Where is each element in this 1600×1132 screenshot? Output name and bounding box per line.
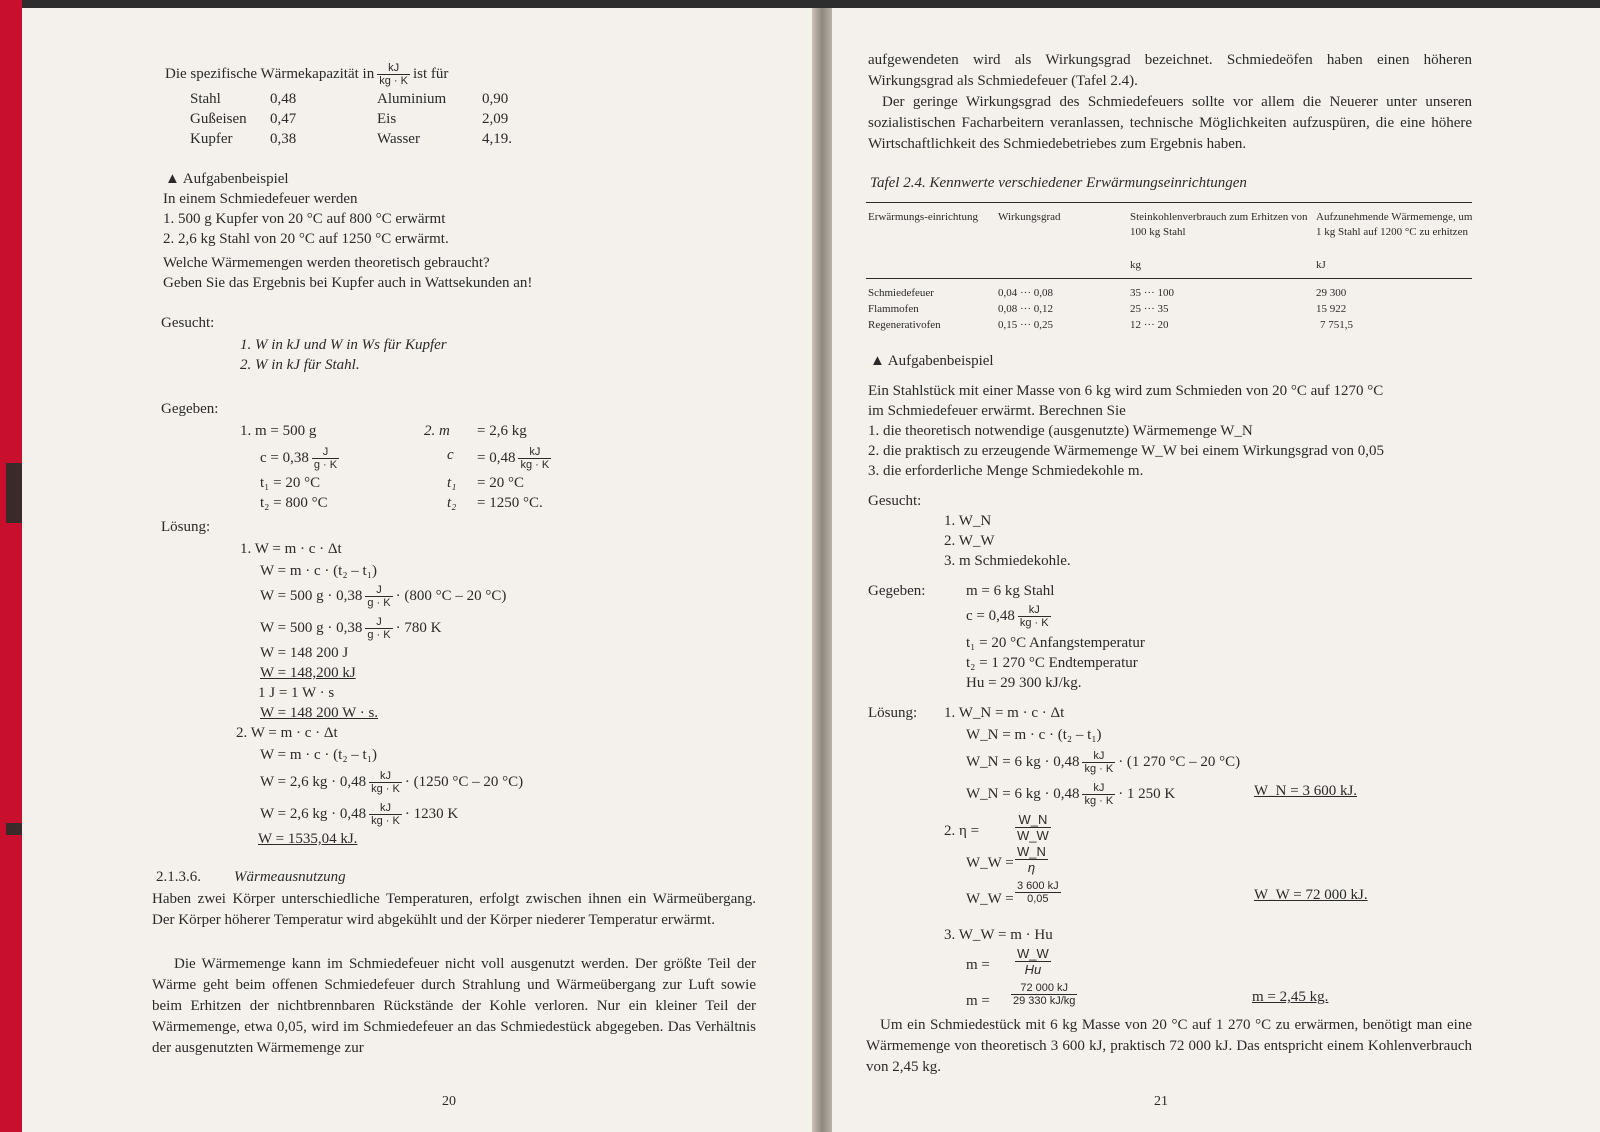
solution-result: W = 148 200 W · s.	[260, 705, 379, 721]
table-rule	[866, 202, 1472, 203]
section-title: Wärmeausnutzung	[234, 869, 346, 885]
gesucht-label: Gesucht:	[161, 315, 215, 331]
solution-fraction: $\frac{W\_N}{W\_W}$	[1017, 812, 1049, 843]
given-line: t₂ = 1 270 °C Endtemperatur	[966, 655, 1138, 671]
gesucht-item: 2. W in kJ für Stahl.	[240, 357, 360, 373]
table-rule	[866, 278, 1472, 279]
table-caption: Tafel 2.4. Kennwerte verschiedener Erwärmungseinrichtungen	[870, 175, 1247, 191]
table-cell: Regenerativofen	[868, 319, 941, 331]
solution-line: W_N = m · c · (t₂ – t₁)	[966, 727, 1102, 743]
given-line: t₁	[447, 475, 457, 491]
solution-fraction: $\frac{72 000 kJ}{29 330 kJ/kg}$	[1013, 982, 1076, 1007]
right-page	[832, 8, 1600, 1132]
given-line: 1. m = 500 g	[240, 423, 317, 439]
example-line: im Schmiedefeuer erwärmt. Berechnen Sie	[868, 403, 1126, 419]
table-cell: 7 751,5	[1320, 319, 1353, 331]
paragraph: aufgewendeten wird als Wirkungsgrad bezeichnet. Schmiedeöfen haben einen höheren Wirkungsgrad als Schmiedefeuer (Tafel 2.4).	[868, 52, 1472, 89]
solution-line: W = 2,6 kg · 0,48 $\frac{kJ}{kg \cdot K}$ · 1230 K	[260, 802, 459, 827]
solution-line: m =	[966, 993, 990, 1009]
table-cell: 35 ··· 100	[1130, 287, 1174, 299]
loesung-label: Lösung:	[161, 519, 211, 535]
example-line: 3. die erforderliche Menge Schmiedekohle m.	[868, 463, 1144, 479]
table-cell: 25 ··· 35	[1130, 303, 1169, 315]
material-name: Gußeisen	[190, 111, 247, 127]
paragraph: Der geringe Wirkungsgrad des Schmiedefeuers sollte vor allem die Neuerer unter unseren sozialistischen Facharbeitern veranlassen, technische Möglichkeiten aufzuspüren, die eine höhere Wirtschaftlichkeit des Schmiedebetriebes zum Ergebnis haben.	[868, 94, 1472, 152]
given-line: c	[447, 447, 454, 463]
material-value: 0,47	[270, 111, 297, 127]
example-heading: ▲ Aufgabenbeispiel	[165, 171, 289, 187]
given-line: = 20 °C	[477, 475, 524, 491]
material-name: Eis	[377, 111, 397, 127]
solution-line: 3. W_W = m · Hu	[944, 927, 1053, 943]
gegeben-label: Gegeben:	[161, 401, 219, 417]
solution-line: W = 148 200 J	[260, 645, 349, 661]
solution-result: W = 1535,04 kJ.	[258, 831, 358, 847]
material-name: Wasser	[377, 131, 420, 147]
gesucht-item: 2. W_W	[944, 533, 995, 549]
given-line: t₁ = 20 °C	[260, 475, 321, 491]
material-value: 0,48	[270, 91, 297, 107]
solution-line: W_N = 6 kg · 0,48 $\frac{kJ}{kg \cdot K}$ · (1 270 °C – 20 °C)	[966, 750, 1241, 775]
solution-line: m =	[966, 957, 990, 973]
given-line: c = 0,38 $\frac{J}{g \cdot K}$	[260, 446, 338, 471]
paragraph: Haben zwei Körper unterschiedliche Temperaturen, erfolgt zwischen ihnen ein Wärmeübergang. Der Körper höherer Temperatur wird abgekühlt und der Körper niederer Temperatur erwärmt.	[152, 891, 756, 928]
left-page	[22, 8, 812, 1132]
table-cell: 29 300	[1316, 287, 1347, 299]
paragraph: Die Wärmemenge kann im Schmiedefeuer nicht voll ausgenutzt werden. Der größte Teil der Wärme geht beim offenen Schmiedefeuer durch Strahlung und Wärmeübergang zur Luft sowie beim Erhitzen der nichtbrennbaren Rückstände der Kohle verloren. Nur ein kleiner Teil der Wärmemenge, etwa 0,05, wird im Schmiedefeuer an das Schmiedestück abgegeben. Das Verhältnis der ausgenutzten Wärmemenge zur	[152, 956, 756, 1056]
table-cell: Schmiedefeuer	[868, 287, 934, 299]
material-value: 0,38	[270, 131, 297, 147]
table-header: Aufzunehmende Wärmemenge, um 1 kg Stahl auf 1200 °C zu erhitzen	[1316, 211, 1473, 238]
material-name: Kupfer	[190, 131, 233, 147]
solution-line: 1 J = 1 W · s	[258, 685, 335, 701]
example-heading: ▲ Aufgabenbeispiel	[870, 353, 994, 369]
paragraph: Um ein Schmiedestück mit 6 kg Masse von 20 °C auf 1 270 °C zu erwärmen, benötigt man eine Wärmemenge von theoretisch 3 600 kJ, praktisch 72 000 kJ. Das entspricht einem Kohlenverbrauch von 2,45 kg.	[866, 1017, 1472, 1075]
example-line: 1. die theoretisch notwendige (ausgenutzte) Wärmemenge W_N	[868, 423, 1253, 439]
gesucht-item: 1. W_N	[944, 513, 992, 529]
given-line: t₂ = 800 °C	[260, 495, 328, 511]
example-line: In einem Schmiedefeuer werden	[163, 191, 358, 207]
book-gutter	[812, 8, 832, 1132]
solution-line: W = m · c · (t₂ – t₁)	[260, 747, 377, 763]
given-line: c = 0,48 $\frac{kJ}{kg \cdot K}$	[966, 604, 1049, 629]
example-line: Geben Sie das Ergebnis bei Kupfer auch in Wattsekunden an!	[163, 275, 533, 291]
given-line: t₂	[447, 495, 457, 511]
solution-line: 1. W_N = m · c · Δt	[944, 705, 1065, 721]
example-line: Ein Stahlstück mit einer Masse von 6 kg wird zum Schmieden von 20 °C auf 1270 °C	[868, 383, 1384, 399]
given-line: 2. m	[424, 423, 450, 439]
section-number: 2.1.3.6.	[156, 869, 201, 885]
given-line: = 0,48 $\frac{kJ}{kg \cdot K}$	[477, 446, 550, 471]
solution-line: W = 500 g · 0,38 $\frac{J}{g \cdot K}$ · (800 °C – 20 °C)	[260, 584, 507, 609]
solution-line: W_W =	[966, 891, 1014, 907]
gesucht-item: 1. W in kJ und W in Ws für Kupfer	[240, 337, 447, 353]
table-header: Steinkohlenverbrauch zum Erhitzen von 100 kg Stahl	[1130, 211, 1308, 238]
solution-result: m = 2,45 kg.	[1252, 989, 1329, 1005]
solution-fraction: $\frac{3 600 kJ}{0,05}$	[1017, 880, 1059, 905]
solution-line: W = m · c · (t₂ – t₁)	[260, 563, 377, 579]
solution-fraction: $\frac{W\_W}{Hu}$	[1017, 946, 1049, 977]
example-line: 2. die praktisch zu erzeugende Wärmemenge W_W bei einem Wirkungsgrad von 0,05	[868, 443, 1385, 459]
material-value: 0,90	[482, 91, 509, 107]
solution-line: 2. η =	[944, 823, 980, 839]
solution-line: 1. W = m · c · Δt	[240, 541, 342, 557]
page-number: 20	[442, 1094, 456, 1109]
material-value: 4,19.	[482, 131, 512, 147]
table-cell: Flammofen	[868, 303, 919, 315]
solution-fraction: $\frac{W\_N}{\eta}$	[1017, 844, 1046, 875]
table-header: Wirkungsgrad	[998, 211, 1061, 223]
gegeben-label: Gegeben:	[868, 583, 926, 599]
example-line: Welche Wärmemengen werden theoretisch gebraucht?	[163, 255, 490, 271]
example-line: 2. 2,6 kg Stahl von 20 °C auf 1250 °C erwärmt.	[163, 231, 449, 247]
given-line: = 2,6 kg	[477, 423, 527, 439]
table-header: Erwärmungs-einrichtung	[868, 211, 978, 223]
solution-result: W = 148,200 kJ	[260, 665, 356, 681]
top-edge	[22, 0, 1600, 8]
material-name: Stahl	[190, 91, 221, 107]
given-line: m = 6 kg Stahl	[966, 583, 1055, 599]
given-line: Hu = 29 300 kJ/kg.	[966, 675, 1082, 691]
page-number: 21	[1154, 1094, 1168, 1109]
intro-line: Die spezifische Wärmekapazität in $\frac{kJ}{kg \cdot K}$ ist für	[165, 62, 449, 87]
solution-result: W_N = 3 600 kJ.	[1254, 783, 1358, 799]
solution-result: W_W = 72 000 kJ.	[1254, 887, 1368, 903]
loesung-label: Lösung:	[868, 705, 918, 721]
solution-line: W_N = 6 kg · 0,48 $\frac{kJ}{kg \cdot K}$ · 1 250 K	[966, 782, 1176, 807]
solution-line: W_W =	[966, 855, 1014, 871]
gesucht-label: Gesucht:	[868, 493, 922, 509]
example-line: 1. 500 g Kupfer von 20 °C auf 800 °C erwärmt	[163, 211, 446, 227]
table-cell: 0,15 ··· 0,25	[998, 319, 1053, 331]
table-cell: 0,04 ··· 0,08	[998, 287, 1053, 299]
table-cell: 12 ··· 20	[1130, 319, 1169, 331]
table-cell: 15 922	[1316, 303, 1347, 315]
solution-line: W = 500 g · 0,38 $\frac{J}{g \cdot K}$ · 780 K	[260, 616, 442, 641]
material-value: 2,09	[482, 111, 509, 127]
given-line: = 1250 °C.	[477, 495, 543, 511]
solution-line: W = 2,6 kg · 0,48 $\frac{kJ}{kg \cdot K}$ · (1250 °C – 20 °C)	[260, 770, 524, 795]
table-unit: kg	[1130, 259, 1141, 271]
solution-line: 2. W = m · c · Δt	[236, 725, 338, 741]
table-unit: kJ	[1316, 259, 1326, 271]
material-name: Aluminium	[377, 91, 447, 107]
given-line: t₁ = 20 °C Anfangstemperatur	[966, 635, 1145, 651]
table-cell: 0,08 ··· 0,12	[998, 303, 1053, 315]
gesucht-item: 3. m Schmiedekohle.	[944, 553, 1071, 569]
book-edge	[0, 0, 22, 1132]
